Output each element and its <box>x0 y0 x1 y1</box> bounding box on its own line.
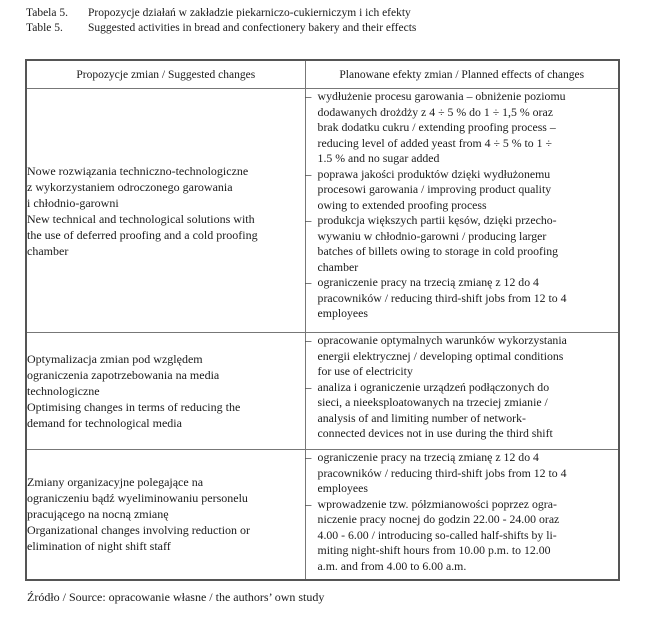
change-line: demand for technological media <box>27 416 182 430</box>
table-row <box>26 450 619 580</box>
change-line: New technical and technological solutions with <box>27 211 255 226</box>
effect-line: ograniczenie pracy na trzecią zmianę z 12 do 4 <box>317 450 539 464</box>
header-planned-effects: Planowane efekty zmian / Planned effects of changes <box>305 60 619 89</box>
effect-line: dodawanych drożdży z 4 ÷ 5 % do 1 ÷ 1,5 % oraz <box>317 104 553 119</box>
effect-line: chamber <box>317 259 359 274</box>
change-line: Optimising changes in terms of reducing the <box>27 400 241 414</box>
change-line: pracującego na nocną zmianę <box>27 507 169 522</box>
effects-cell <box>305 450 619 580</box>
dash-marker: – <box>305 89 312 103</box>
caption-title-pl: Propozycje działań w zakładzie piekarniczo-cukierniczym i ich efekty <box>88 7 411 19</box>
change-line: technologiczne <box>27 384 100 398</box>
effect-line: poprawa jakości produktów dzięki wydłużonemu <box>317 166 551 181</box>
table-row <box>26 89 619 333</box>
change-cell <box>26 450 305 580</box>
activities-table <box>25 59 620 581</box>
dash-marker: – <box>305 379 312 394</box>
change-cell <box>26 89 305 333</box>
effect-line: a.m. and from 4.00 to 6.00 a.m. <box>317 558 467 573</box>
effect-line: employees <box>317 481 368 495</box>
effect-line: wprowadzenie tzw. półzmianowości poprzez ogra- <box>317 496 557 511</box>
change-line: z wykorzystaniem odroczonego garowania <box>27 179 233 194</box>
effect-item <box>306 497 618 575</box>
change-line: Nowe rozwiązania techniczno-technologiczne <box>27 163 249 178</box>
change-line: chamber <box>27 243 69 258</box>
effect-item <box>306 213 618 275</box>
effect-line: energii elektrycznej / developing optimal conditions <box>317 348 564 363</box>
source-note: Źródło / Source: opracowanie własne / the authors’ own study <box>27 590 325 604</box>
effects-cell <box>305 333 619 450</box>
caption-polish <box>26 6 416 21</box>
effect-line: procesowi garowania / improving product quality <box>317 182 552 196</box>
effect-line: analysis of and limiting number of network- <box>317 410 526 425</box>
caption-english <box>26 21 416 36</box>
change-cell <box>26 333 305 450</box>
dash-marker: – <box>305 450 312 464</box>
effect-item <box>306 89 618 167</box>
effect-line: ograniczenie pracy na trzecią zmianę z 12 do 4 <box>317 275 539 289</box>
effect-line: pracowników / reducing third-shift jobs from 12 to 4 <box>317 290 567 305</box>
change-line: i chłodnio-garowni <box>27 195 119 210</box>
table-row <box>26 333 619 450</box>
effect-line: wywaniu w chłodnio-garowni / producing larger <box>317 228 547 243</box>
change-line: ograniczenia zapotrzebowania na media <box>27 368 220 382</box>
table-caption <box>26 6 416 36</box>
change-line: elimination of night shift staff <box>27 539 171 554</box>
effect-line: brak dodatku cukru / extending proofing process – <box>317 120 556 134</box>
effect-item <box>306 380 618 442</box>
dash-marker: – <box>305 275 312 289</box>
effect-line: owing to extended proofing process <box>317 197 487 212</box>
effect-line: analiza i ograniczenie urządzeń podłączonych do <box>317 379 550 394</box>
header-suggested-changes: Propozycje zmian / Suggested changes <box>26 60 305 89</box>
effect-line: niczenie pracy nocnej do godzin 22.00 - 24.00 oraz <box>317 512 560 526</box>
caption-label-en: Table 5. <box>26 22 63 34</box>
dash-marker: – <box>305 333 312 347</box>
effect-line: batches of billets owing to storage in cold proofing <box>317 244 559 258</box>
change-line: Organizational changes involving reduction or <box>27 523 251 538</box>
caption-label-pl: Tabela 5. <box>26 7 68 19</box>
effect-line: opracowanie optymalnych warunków wykorzystania <box>317 333 567 347</box>
change-line: Zmiany organizacyjne polegające na <box>27 475 204 490</box>
effect-line: connected devices not in use during the third shift <box>317 426 553 440</box>
dash-marker: – <box>305 496 312 511</box>
effect-item <box>306 167 618 214</box>
effect-line: employees <box>317 306 368 320</box>
effect-line: reducing level of added yeast from 4 ÷ 5 % to 1 ÷ <box>317 135 552 150</box>
effect-line: 4.00 - 6.00 / introducing so-called half-shifts by li- <box>317 527 557 542</box>
effect-line: 1.5 % and no sugar added <box>317 151 440 165</box>
effect-line: produkcja większych partii kęsów, dzięki przecho- <box>317 213 557 227</box>
dash-marker: – <box>305 166 312 181</box>
effect-item <box>306 275 618 322</box>
change-line: ograniczeniu bądź wyeliminowaniu personelu <box>27 491 248 506</box>
caption-title-en: Suggested activities in bread and confectionery bakery and their effects <box>88 22 417 34</box>
effect-line: for use of electricity <box>317 364 413 378</box>
change-line: Optymalizacja zmian pod względem <box>27 352 203 366</box>
effect-line: miting night-shift hours from 10.00 p.m. to 12.00 <box>317 543 551 557</box>
effect-line: pracowników / reducing third-shift jobs from 12 to 4 <box>317 465 567 480</box>
effect-item <box>306 450 618 497</box>
dash-marker: – <box>305 213 312 227</box>
effect-item <box>306 333 618 380</box>
effect-line: wydłużenie procesu garowania – obniżenie poziomu <box>317 89 566 103</box>
effect-line: sieci, a nieeksploatowanych na trzeciej zmianie / <box>317 395 548 409</box>
change-line: the use of deferred proofing and a cold proofing <box>27 227 258 242</box>
effects-cell <box>305 89 619 333</box>
table-header-row <box>26 60 619 89</box>
